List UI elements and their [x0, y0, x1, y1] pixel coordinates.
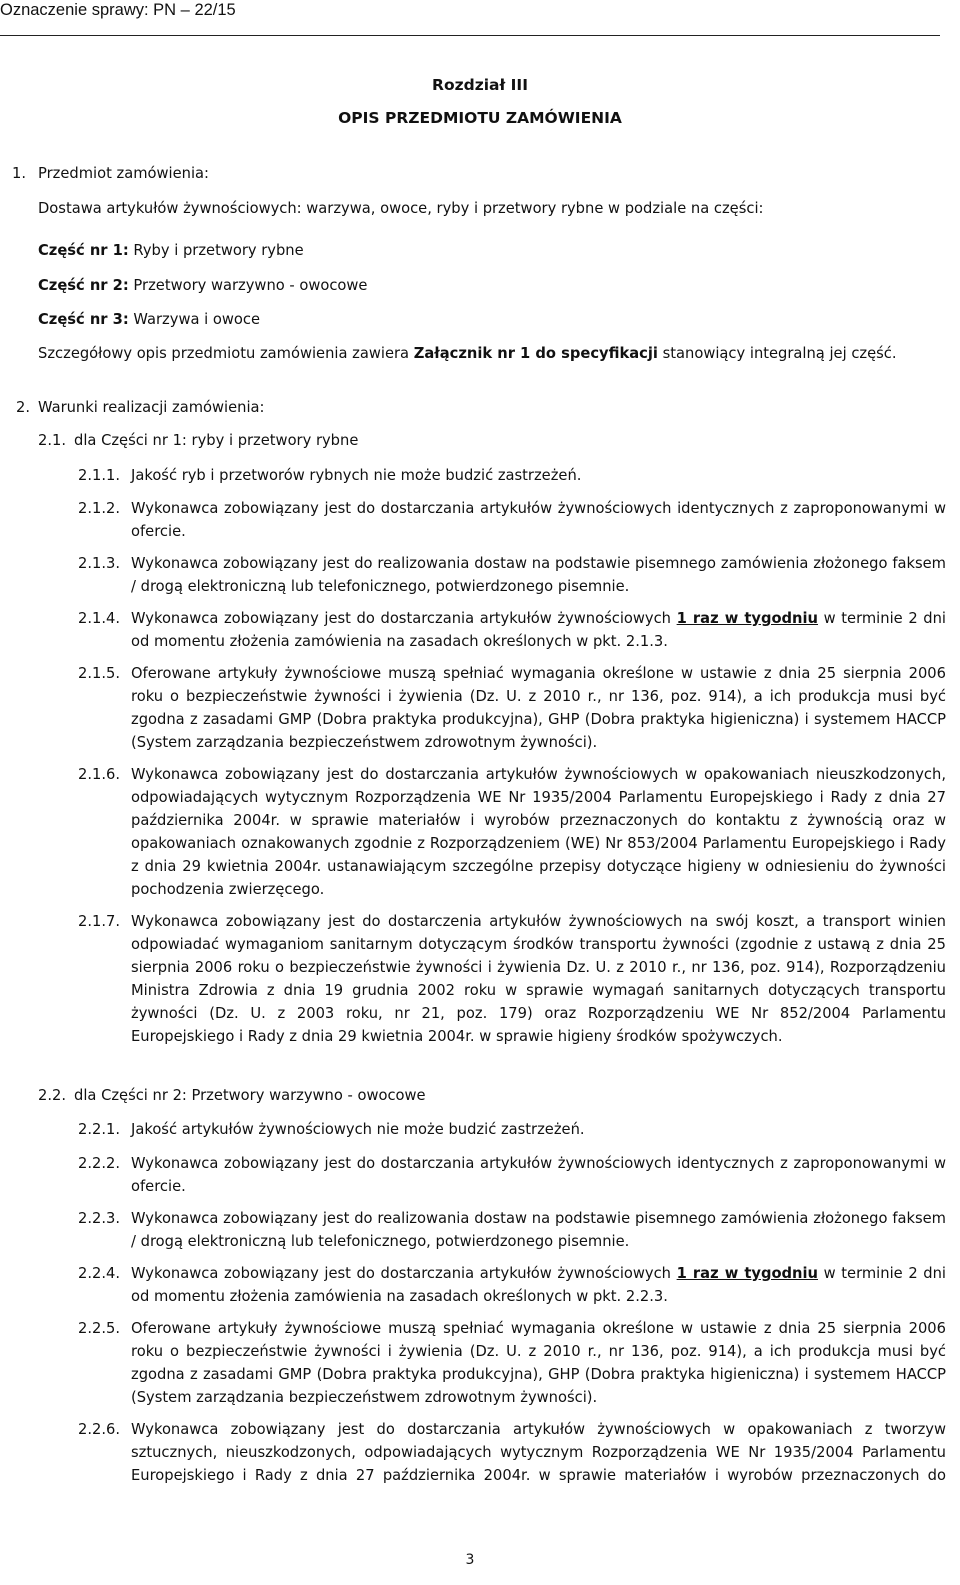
- item-2-2-2-number: 2.2.2.: [78, 1155, 121, 1172]
- item-2-1-7-number: 2.1.7.: [78, 913, 121, 930]
- item-2-1-2-number: 2.1.2.: [78, 500, 121, 517]
- item-2-2-4-pre: Wykonawca zobowiązany jest do dostarczania artykułów żywnościowych: [131, 1265, 677, 1282]
- item-2-1-4-text: [131, 607, 946, 653]
- item-2-1-2-text: Wykonawca zobowiązany jest do dostarczania artykułów żywnościowych identycznych z zaproponowanymi w ofercie.: [131, 500, 946, 541]
- item-2-1-5-text: Oferowane artykuły żywnościowe muszą spełniać wymagania określone w ustawie z dnia 25 sierpnia 2006 roku o bezpieczeństwie żywności i żywienia (Dz. U. z 2010 r., nr 136, poz. 914), a ich produkcja musi być zgodna z zasadami GMP (Dobra praktyka produkcyjna), GHP (Dobra praktyka higieniczna) i systemem HACCP (System zarządzania bezpieczeństwem zdrowotnym żywności).: [131, 665, 946, 752]
- item-2-2-4-text: [131, 1262, 946, 1308]
- item-2-1-1-number: 2.1.1.: [78, 467, 121, 484]
- item-2-2-1-number: 2.2.1.: [78, 1121, 121, 1138]
- chapter-title: Rozdział III: [432, 76, 528, 94]
- item-2-2-4-emph: 1 raz w tygodniu: [676, 1265, 819, 1282]
- section-2-heading: Warunki realizacji zamówienia:: [38, 399, 265, 416]
- header-rule: [0, 35, 940, 36]
- item-2-2-3-text: Wykonawca zobowiązany jest do realizowania dostaw na podstawie pisemnego zamówienia złożonego faksem / drogą elektroniczną lub telefonicznego, potwierdzonego pisemnie.: [131, 1210, 946, 1251]
- case-header: [0, 1, 236, 20]
- item-2-2-5-number: 2.2.5.: [78, 1320, 121, 1337]
- item-2-1-5-number: 2.1.5.: [78, 665, 121, 682]
- section-1-intro: Dostawa artykułów żywnościowych: warzywa, owoce, ryby i przetwory rybne w podziale na części:: [38, 200, 764, 217]
- case-label: Oznaczenie sprawy:: [0, 1, 149, 19]
- item-2-1-6-text: Wykonawca zobowiązany jest do dostarczania artykułów żywnościowych w opakowaniach nieuszkodzonych, odpowiadających wytycznym Rozporządzenia WE Nr 1935/2004 Parlamentu Europejskiego i Rady z dnia 27 października 2004r. w sprawie materiałów i wyrobów przeznaczonych do kontaktu z żywnością oraz w opakowaniach oznakowanych zgodnie z Rozporządzeniem (WE) Nr 853/2004 Parlamentu Europejskiego i Rady z dnia 29 kwietnia 2004r. ustanawiającym szczególne przepisy dotyczące higieny w odniesieniu do żywności pochodzenia zwierzęcego.: [131, 766, 946, 899]
- item-2-1-4-post: w terminie 2 dni od momentu złożenia zamówienia na zasadach określonych w pkt. 2.1.3.: [131, 610, 947, 651]
- sub-2-2-number: 2.2.: [38, 1087, 67, 1104]
- section-2-number: 2.: [16, 399, 31, 416]
- item-2-2-3-number: 2.2.3.: [78, 1210, 121, 1227]
- item-2-1-4-number: 2.1.4.: [78, 610, 121, 627]
- part-2-text: Przetwory warzywno - owocowe: [128, 277, 368, 294]
- part-1-line: [38, 242, 304, 259]
- page-number: 3: [465, 1552, 475, 1568]
- item-2-1-7-text: Wykonawca zobowiązany jest do dostarczenia artykułów żywnościowych na swój koszt, a transport winien odpowiadać wymaganiom sanitarnym dotyczącym środków transportu żywności (zgodnie z ustawą z dnia 25 sierpnia 2006 roku o bezpieczeństwie żywności i żywienia Dz. U. z 2010 r., nr 136, poz. 914), Rozporządzeniu Ministra Zdrowia z dnia 19 grudnia 2002 roku w sprawie wymagań sanitarnych dotyczących transportu żywności (Dz. U. z 2003 roku, nr 21, poz. 179) oraz Rozporządzeniu WE Nr 852/2004 Parlamentu Europejskiego i Rady z dnia 29 kwietnia 2004r. w sprawie higieny środków spożywczych.: [131, 913, 946, 1046]
- section-1-detail: [38, 345, 897, 362]
- section-1-number: 1.: [12, 165, 27, 182]
- item-2-2-2-text: Wykonawca zobowiązany jest do dostarczania artykułów żywnościowych identycznych z zaproponowanymi w ofercie.: [131, 1155, 946, 1196]
- item-2-1-3-number: 2.1.3.: [78, 555, 121, 572]
- item-2-2-6-number: 2.2.6.: [78, 1421, 121, 1438]
- part-1-text: Ryby i przetwory rybne: [128, 242, 304, 259]
- item-2-1-4-pre: Wykonawca zobowiązany jest do dostarczania artykułów żywnościowych: [131, 610, 677, 627]
- part-3-label: Część nr 3:: [38, 311, 129, 328]
- sub-2-2-heading: dla Części nr 2: Przetwory warzywno - owocowe: [74, 1087, 426, 1104]
- item-2-2-4-number: 2.2.4.: [78, 1265, 121, 1282]
- part-3-line: [38, 311, 260, 328]
- detail-attachment: Załącznik nr 1 do specyfikacji: [413, 345, 658, 362]
- item-2-1-3-text: Wykonawca zobowiązany jest do realizowania dostaw na podstawie pisemnego zamówienia złożonego faksem / drogą elektroniczną lub telefonicznego, potwierdzonego pisemnie.: [131, 555, 946, 596]
- item-2-1-4-emph: 1 raz w tygodniu: [676, 610, 819, 627]
- item-2-2-4-post: w terminie 2 dni od momentu złożenia zamówienia na zasadach określonych w pkt. 2.2.3.: [131, 1265, 947, 1306]
- detail-post: stanowiący integralną jej część.: [657, 345, 897, 362]
- detail-pre: Szczegółowy opis przedmiotu zamówienia zawiera: [38, 345, 414, 362]
- item-2-2-1-text: Jakość artykułów żywnościowych nie może budzić zastrzeżeń.: [131, 1121, 585, 1138]
- part-1-label: Część nr 1:: [38, 242, 129, 259]
- case-number: PN – 22/15: [153, 1, 236, 19]
- sub-2-1-number: 2.1.: [38, 432, 67, 449]
- item-2-1-1-text: Jakość ryb i przetworów rybnych nie może budzić zastrzeżeń.: [131, 467, 582, 484]
- part-2-label: Część nr 2:: [38, 277, 129, 294]
- item-2-2-5-text: Oferowane artykuły żywnościowe muszą spełniać wymagania określone w ustawie z dnia 25 sierpnia 2006 roku o bezpieczeństwie żywności i żywienia (Dz. U. z 2010 r., nr 136, poz. 914), a ich produkcja musi być zgodna z zasadami GMP (Dobra praktyka produkcyjna), GHP (Dobra praktyka higieniczna) i systemem HACCP (System zarządzania bezpieczeństwem zdrowotnym żywności).: [131, 1320, 946, 1407]
- section-1-heading: Przedmiot zamówienia:: [38, 165, 209, 182]
- part-2-line: [38, 277, 367, 294]
- sub-2-1-heading: dla Części nr 1: ryby i przetwory rybne: [74, 432, 359, 449]
- item-2-2-6-text: Wykonawca zobowiązany jest do dostarczania artykułów żywnościowych w opakowaniach z tworzyw sztucznych, nieuszkodzonych, odpowiadających wytycznym Rozporządzenia WE Nr 1935/2004 Parlamentu Europejskiego i Rady z dnia 27 października 2004r. w sprawie materiałów i wyrobów przeznaczonych do: [131, 1421, 946, 1485]
- item-2-1-6-number: 2.1.6.: [78, 766, 121, 783]
- part-3-text: Warzywa i owoce: [128, 311, 260, 328]
- chapter-name: OPIS PRZEDMIOTU ZAMÓWIENIA: [338, 109, 622, 127]
